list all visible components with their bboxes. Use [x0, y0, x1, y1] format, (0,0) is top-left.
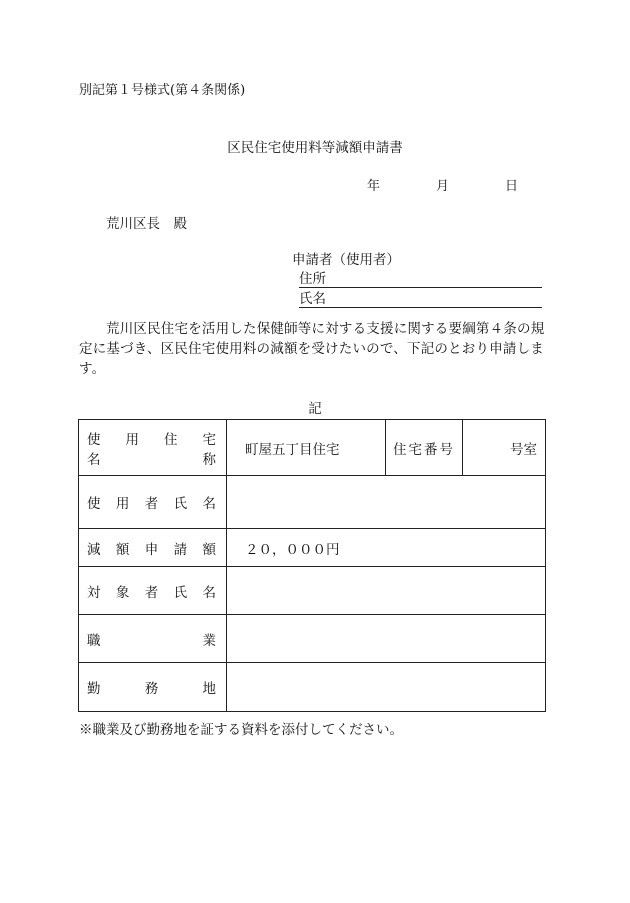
occupation-label: 職業	[87, 632, 218, 649]
document-title: 区民住宅使用料等減額申請書	[227, 140, 403, 156]
table-row	[79, 615, 546, 663]
housing-name-label-line1: 使用住宅	[87, 431, 218, 448]
applicant-address-label: 住所	[299, 271, 326, 287]
table-row	[79, 420, 546, 476]
room-suffix: 号室	[510, 441, 537, 458]
date-day-label: 日	[504, 179, 518, 194]
date-year-label: 年	[366, 179, 380, 194]
workplace-field[interactable]	[227, 663, 546, 712]
user-name-label-cell	[79, 476, 227, 529]
body-text: 荒川区民住宅を活用した保健師等に対する支援に関する要綱第４条の規定に基づき、区民住宅使用料の減額を受けたいので、下記のとおり申請します。	[79, 321, 545, 377]
workplace-label-cell	[79, 663, 227, 712]
applicant-heading: 申請者（使用者）	[292, 252, 400, 268]
applicant-block	[292, 248, 542, 308]
workplace-label: 勤務地	[87, 681, 218, 697]
target-name-label: 対象者氏名	[87, 584, 218, 601]
applicant-address-field[interactable]	[299, 271, 542, 288]
table-row	[79, 567, 546, 615]
table-row	[79, 476, 546, 529]
form-number: 別記第１号様式(第４条関係)	[79, 83, 246, 98]
table-row	[79, 529, 546, 567]
room-number-label: 住宅番号	[386, 420, 463, 476]
occupation-label-cell	[79, 615, 227, 663]
target-name-label-cell	[79, 567, 227, 615]
reduction-value: ２０，０００円	[227, 529, 546, 567]
reduction-label-cell	[79, 529, 227, 567]
room-number-field[interactable]	[463, 420, 546, 476]
target-name-field[interactable]	[227, 567, 546, 615]
ki-label: 記	[308, 401, 322, 417]
housing-name-value: 町屋五丁目住宅	[227, 420, 386, 476]
occupation-field[interactable]	[227, 615, 546, 663]
user-name-field[interactable]	[227, 476, 546, 529]
applicant-name-label: 氏名	[299, 291, 326, 307]
reduction-label: 減額申請額	[87, 541, 218, 558]
applicant-name-field[interactable]	[299, 291, 542, 308]
housing-name-label-line2: 名称	[87, 451, 218, 468]
housing-name-label-cell	[79, 420, 227, 476]
user-name-label: 使用者氏名	[87, 496, 218, 512]
addressee: 荒川区長 殿	[106, 216, 187, 232]
date-month-label: 月	[435, 179, 449, 194]
application-detail-table	[78, 419, 546, 712]
attachment-note: ※職業及び勤務地を証する資料を添付してください。	[79, 722, 403, 738]
table-row	[79, 663, 546, 712]
date-line	[367, 175, 518, 194]
